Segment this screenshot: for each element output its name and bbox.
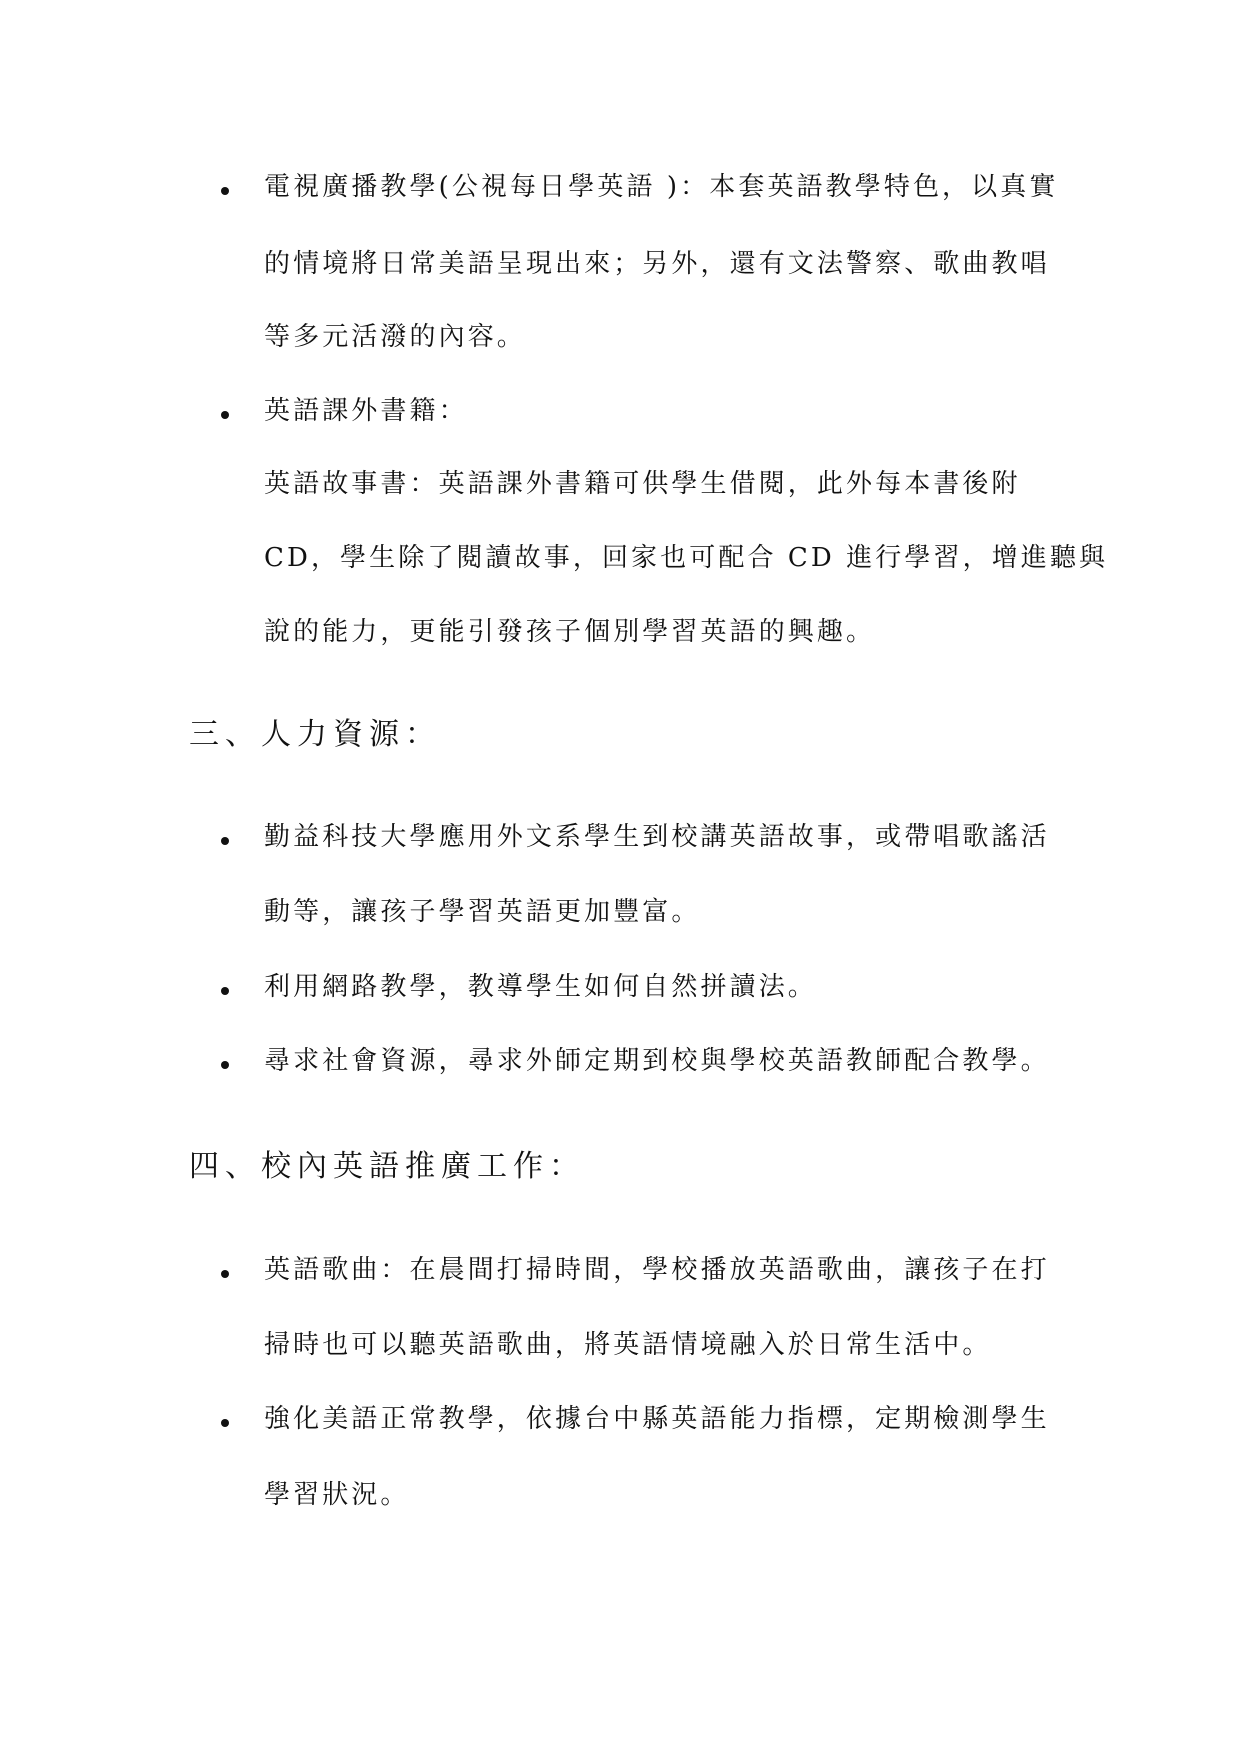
promo-item-1-line-2: 掃時也可以聽英語歌曲，將英語情境融入於日常生活中。	[264, 1330, 992, 1360]
bullet-icon	[221, 187, 229, 195]
bullet-icon	[221, 837, 229, 845]
bullet-icon	[221, 1419, 229, 1427]
section-heading-human-resources: 三、人力資源：	[189, 717, 441, 752]
bullet-icon	[221, 1061, 229, 1069]
tv-teaching-line-2: 的情境將日常美語呈現出來；另外，還有文法警察、歌曲教唱	[264, 249, 1050, 279]
books-title: 英語課外書籍：	[264, 396, 468, 426]
books-line-3: 說的能力，更能引發孩子個別學習英語的興趣。	[264, 617, 876, 647]
promo-item-1-line-1: 英語歌曲：在晨間打掃時間，學校播放英語歌曲，讓孩子在打	[264, 1255, 1050, 1285]
tv-teaching-line-3: 等多元活潑的內容。	[264, 322, 526, 352]
promo-item-2-line-1: 強化美語正常教學，依據台中縣英語能力指標，定期檢測學生	[264, 1404, 1050, 1434]
hr-item-1-line-1: 勤益科技大學應用外文系學生到校講英語故事，或帶唱歌謠活	[264, 822, 1050, 852]
tv-teaching-line-1: 電視廣播教學(公視每日學英語 )：本套英語教學特色，以真實	[264, 172, 1059, 202]
bullet-icon	[221, 411, 229, 419]
promo-item-2-line-2: 學習狀況。	[264, 1480, 410, 1510]
books-line-2: CD，學生除了閱讀故事，回家也可配合 CD 進行學習，增進聽與	[264, 543, 1109, 573]
bullet-icon	[221, 1270, 229, 1278]
books-line-1: 英語故事書：英語課外書籍可供學生借閱，此外每本書後附	[264, 469, 1021, 499]
bullet-icon	[221, 987, 229, 995]
hr-item-2-line-1: 利用網路教學，教導學生如何自然拼讀法。	[264, 972, 817, 1002]
hr-item-1-line-2: 動等，讓孩子學習英語更加豐富。	[264, 897, 701, 927]
hr-item-3-line-1: 尋求社會資源，尋求外師定期到校與學校英語教師配合教學。	[264, 1046, 1050, 1076]
section-heading-english-promotion: 四、校內英語推廣工作：	[189, 1149, 585, 1184]
